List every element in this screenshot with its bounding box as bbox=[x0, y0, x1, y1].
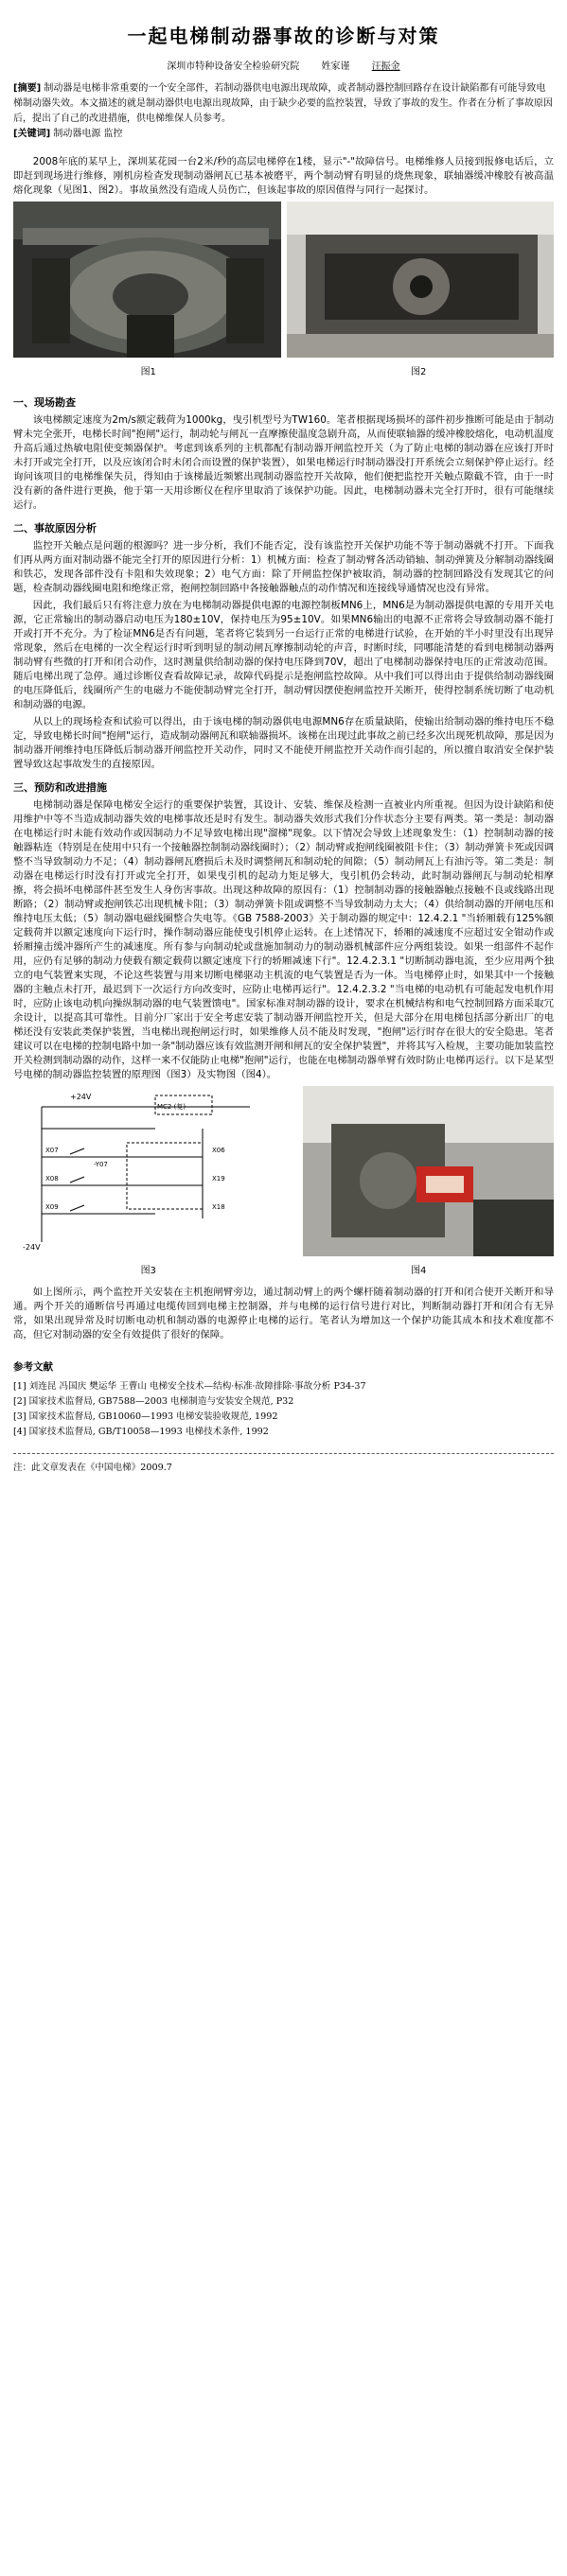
coupling-photo bbox=[287, 202, 555, 358]
figure-2-caption: 图2 bbox=[411, 367, 427, 377]
author-name: 汪振金 bbox=[371, 61, 400, 72]
reference-item: [4] 国家技术监督局, GB/T10058—1993 电梯技术条件, 1992 bbox=[13, 1427, 269, 1437]
figure-row-2 bbox=[13, 1086, 554, 1256]
figure-captions-1 bbox=[13, 361, 554, 387]
abstract-text: 制动器是电梯非常重要的一个安全部件，若制动器供电电源出现故障，或者制动器控制回路存在设计缺陷都有可能导致电梯制动器失效。本文描述的就是制动器供电电源出现故障，由于缺少必要的监控装置，导致了事故的发生。作者在分析了事故原因后，提出了自己的改进措施，供电梯维保人员参考。 bbox=[13, 83, 553, 124]
section-paragraph: 监控开关触点是问题的根源吗？进一步分析，我们不能否定，没有该监控开关保护功能不等于制动器就不打开。下面我们再从两方面对制动器不能完全打开的原因进行分析：1）机械方面：检查了制动臂各活动销轴、制动弹簧及分解制动器线圈和铁芯，发现各部件没有卡阻和失效现象；2）电气方面：除了开闸监控保护被取消，制动器的控制回路没有发现其它的问题，检查制动器线圈电阻和绝缘正常，抱闸控制回路中各接触器触点的动作情况和连接线导通情况也没有异常。 bbox=[13, 540, 554, 594]
figure-1-photo bbox=[13, 202, 281, 358]
section-paragraph: 因此，我们最后只有将注意力放在为电梯制动器提供电源的电源控制板MN6上，MN6是为制动器提供电源的专用开关电源，它正常输出的制动器启动电压为180±10V，保持电压为95±10V。如果MN6输出的电源不正常将会导致制动器不能打开或打开不充分。为了检证MN6是否有问题，笔者将它装到另一台运行正常的电梯进行试验，在开始的半小时里没有出现异常现象，然后在电梯的一次全程运行时听到明显的制动闸瓦摩擦制动轮的声音，时断时续，同哪能清楚的看到电梯制动器两制动臂有些微的打开和闭合动作，这时测量供给制动器的保持电压降到70V，超出了电梯制动器保持电压的正常波动范围。随后电梯出现了急停。通过诊断仪查看故障记录，故障代码提示是抱闸监控故障。从中我们可以得出由于提供给制动器线圈的电压降低后，线圈所产生的电磁力不能使制动臂完全打开，制动臂因摆使抱闸监控开关断开，使得控制系统切断了电动机和制动器的电源。 bbox=[13, 600, 554, 710]
intro-paragraph: 2008年底的某早上，深圳某花园一台2米/秒的高层电梯停在1楼，显示"-"故障信号。电梯维修人员接到报修电话后，立即赶到现场进行维修，刚机房检查发现制动器闸瓦已基本被磨平，两个制动臂有明显的烧焦现象，联轴器缓冲橡胶有被高温熔化现象（见图1、图2）。事故虽然没有造成人员伤亡，但该起事故的原因值得与同行一起探讨。 bbox=[13, 156, 554, 196]
terminal-label: X09 bbox=[45, 1203, 59, 1211]
section-paragraph: 电梯制动器是保障电梯安全运行的重要保护装置，其设计、安装、维保及检测一直被业内所重视。但因为设计缺陷和使用维护中等不当造成制动器失效的电梯事故还是时有发生。制动器失效形式我们分作状态分主要有两类。第一类是：制动器在电梯运行时未能有效动作或因制动力不足导致电梯出现"溜梯"现象。以下情况会导致上述现象发生：（1）控制制动器的接触器粘连（特别是在使用中只有一个接触器控制制动器线圈时）；（2）制动臂或抱闸线圈被阻卡住；（3）制动弹簧卡死或因调整不当导致制动力不足；（4）制动器闸瓦磨损后未及时调整闸瓦和制动轮的间隙；（5）制动闸瓦上有油污等。第二类是：制动器在电梯运行时没有打开或完全打开，如果曳引机的起动力矩足够大，曳引机仍会转动，此时制动器闸瓦与制动轮相摩擦，将会损坏电梯部件甚至发生人身伤害事故。出现这种故障的原因有：（1）控制制动器的接触器触点接触不良或线路出现断路；（2）制动臂或抱闸铁芯出现机械卡阻；（3）制动弹簧卡阻或调整不当导致制动力太大；（4）供给制动器的开闸电压和维持电压太低；（5）制动器电磁线圈整合失电等。《GB 7588-2003》关于制动器的规定中：12.4.2.1 "当轿厢载有125%额定载荷并以额定速度向下运行时，操作制动器应能使曳引机停止运转。在上述情况下，轿厢的减速度不应超过安全钳动作或轿厢撞击缓冲器所产生的减速度。所有参与向制动轮或盘施加制动力的制动器机械部件应分两组装设。如果一组部件不起作用，应仍有足够的制动力使载有额定载荷以额定速度下行的轿厢减速下行"。12.4.2.3.1 "切断制动器电流，至少应用两个独立的电气装置来实现，不论这些装置与用来切断电梯驱动主机流的电气装置是否为一体。当电梯停止时，如果其中一个接触器的主触点未打开，最迟到下一次运行方向改变时，应防止电梯再运行"。12.4.2.3.2 "当电梯的电动机有可能起发电机作用时，应防止该电动机向操纵制动器的电气装置馈电"。国家标准对制动器的设计，要求在机械结构和电气控制回路方面采取冗余设计，以提高其可靠性。目前分厂家出于安全考虑安装了制动器开闸监控开关，但是大部分在用电梯包括部分新出厂的电梯还没有安装此类保护装置，当电梯出现抱闸运行时，如果维修人员不能及时发现，"抱闸"运行时存在很大的安全隐患。笔者建议可以在电梯的控制电路中加一条"制动器应该有效监测开闸和闸瓦的安全保护装置"，并将其写入检规，主要功能加装监控开关检测到制动器的动作，这样一来不仅能防止电梯"抱闸"运行，也能在电梯制动器单臂有效时防止电梯再运行。以下是某型号电梯的制动器监控装置的原理图（图3）及实物图（图4）。 bbox=[13, 799, 554, 1080]
article-title: 一起电梯制动器事故的诊断与对策 bbox=[127, 25, 440, 47]
section-paragraph: 该电梯额定速度为2m/s额定载荷为1000kg，曳引机型号为TW160。笔者根据现场损坏的部件初步推断可能是由于制动臂未完全张开，电梯长时间"抱闸"运行，制动轮与闸瓦一直摩擦使温度急剧升高，从而使联轴器的缓冲橡胶熔化，电动机温度升高后通过热敏电阻使变频器保护。考虑到该系列的主机都配有制动器开闸监控开关（为了防止电梯的制动器在应该打开时未打开或完全打开，以及应该闭合时未闭合而设置的保护装置），如果电梯运行时制动器没打开系统会立刻保护停止运行。经询问该项目的电梯维保失员，得知由于该梯最近频繁出现制动器监控开关故障，他们便把监控开关触点隙截不管，由于一时没有新的备件进行更换，他于第一天用诊断仪在程序里取消了该保护功能。因此，电梯制动器未完全打开时，很有可能继续运行。 bbox=[13, 414, 554, 511]
figure-4-photo bbox=[303, 1086, 554, 1256]
brake-monitor-circuit-diagram bbox=[13, 1086, 297, 1256]
author-name: 姓家谨 bbox=[321, 61, 350, 72]
terminal-label: X07 bbox=[45, 1147, 59, 1154]
closing-paragraph: 如上图所示，两个监控开关安装在主机抱闸臂旁边，通过制动臂上的两个螺杆随着制动器的打开和闭合使开关断开和导通。两个开关的通断信号再通过电缆传回到电梯主控制器，并与电梯的运行信号进行对比，判断制动器打开和闭合有无异常，如果出现异常及时切断电动机和制动器的电源停止电梯的运行。笔者认为增加这一个保护功能其成本和技术难度都不高，但它对制动器的安全有效提供了很好的保障。 bbox=[13, 1287, 554, 1341]
terminal-label: X18 bbox=[212, 1203, 225, 1211]
section-heading: 二、事故原因分析 bbox=[13, 522, 97, 534]
keywords-label: [关键词] bbox=[13, 129, 51, 139]
figure-row-1 bbox=[13, 202, 554, 358]
abstract bbox=[13, 81, 554, 127]
terminal-label: X19 bbox=[212, 1175, 225, 1183]
figure-2-photo bbox=[287, 202, 555, 358]
abstract-label: [摘要] bbox=[13, 83, 42, 94]
keywords bbox=[13, 127, 554, 142]
keywords-text: 制动器电源 监控 bbox=[53, 129, 123, 139]
figure-4-caption: 图4 bbox=[411, 1266, 427, 1276]
brake-drum-photo bbox=[13, 202, 281, 358]
figure-captions-2 bbox=[13, 1260, 554, 1286]
figure-3-caption: 图3 bbox=[140, 1266, 156, 1276]
reference-item: [3] 国家技术监督局, GB10060—1993 电梯安装验收规范, 1992 bbox=[13, 1411, 278, 1422]
terminal-label: -Y07 bbox=[94, 1161, 108, 1168]
reference-item: [2] 国家技术监督局, GB7588—2003 电梯制造与安装安全规范, P32 bbox=[13, 1396, 294, 1407]
reference-item: [1] 刘连昆 冯国庆 樊运华 王曹山 电梯安全技术—结构·标准·故障排除·事故分析 P34-37 bbox=[13, 1381, 366, 1392]
section-paragraph: 从以上的现场检查和试验可以得出，由于该电梯的制动器供电电源MN6存在质量缺陷，使输出给制动器的维持电压不稳定，导致电梯长时间"抱闸"运行，造成制动器闸瓦和联轴器损坏。该梯在出现过此事故之前已经多次出现死机故障，那是因为制动器开闸维持电压降低后制动器开闸监控开关动作，同时又不能使开闸监控开关动作而引起的，所以擅自取消安全保护装置导致这起事故发生的直接原因。 bbox=[13, 716, 554, 770]
section-heading: 三、预防和改进措施 bbox=[13, 781, 107, 794]
divider bbox=[13, 1453, 554, 1454]
terminal-label: X06 bbox=[212, 1147, 225, 1154]
switch-label: MC2 (复) bbox=[157, 1103, 186, 1111]
supply-label: +24V bbox=[70, 1093, 92, 1101]
figure-1-caption: 图1 bbox=[140, 367, 156, 377]
terminal-label: X08 bbox=[45, 1175, 59, 1183]
section-heading: 一、现场勘查 bbox=[13, 396, 76, 409]
publication-note: 注：此文章发表在《中国电梯》2009.7 bbox=[13, 1463, 172, 1473]
ground-label: -24V bbox=[23, 1243, 41, 1252]
monitor-switch-photo bbox=[303, 1086, 554, 1256]
affiliation: 深圳市特种设备安全检验研究院 bbox=[167, 61, 300, 72]
author-line bbox=[13, 58, 554, 72]
figure-3-schematic bbox=[13, 1086, 297, 1256]
references-title: 参考文献 bbox=[13, 1361, 53, 1373]
